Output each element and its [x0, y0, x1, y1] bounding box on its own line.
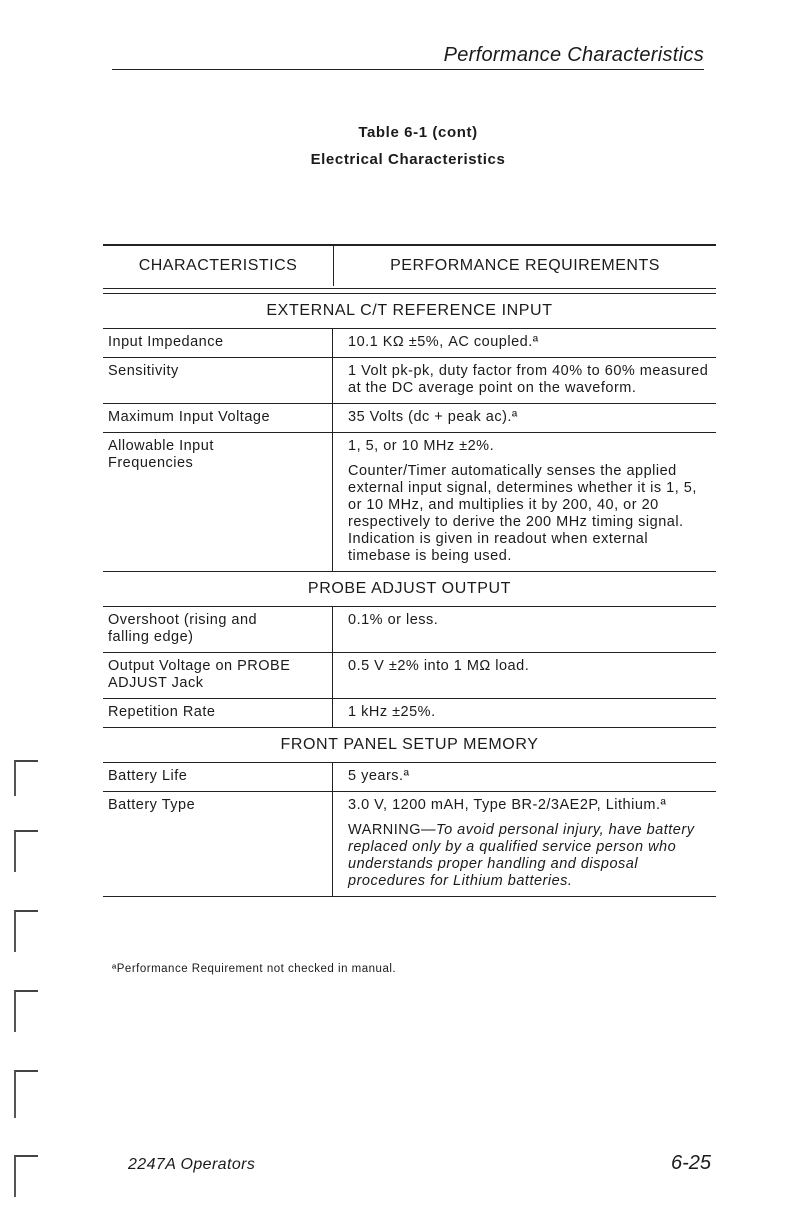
table-row [103, 653, 716, 699]
requirement-cell: 1 Volt pk-pk, duty factor from 40% to 60% measured at the DC average point on the waveform. [348, 363, 709, 396]
requirement-cell: 0.1% or less. [348, 612, 439, 628]
binding-mark [14, 1070, 38, 1118]
table-title: Table 6-1 (cont) [358, 124, 478, 141]
requirement-cell: 35 Volts (dc + peak ac).ª [348, 409, 518, 425]
table-row [103, 607, 716, 653]
requirement-cell: 1 kHz ±25%. [348, 704, 436, 720]
characteristic-cell: Output Voltage on PROBE ADJUST Jack [103, 653, 333, 698]
characteristic-cell: Overshoot (rising and falling edge) [103, 607, 333, 652]
binding-mark [14, 910, 38, 952]
warning-note [348, 822, 710, 890]
page-number: 6-25 [670, 1152, 711, 1174]
table-row [103, 792, 716, 897]
characteristic-cell: Battery Type [103, 792, 333, 896]
binding-mark [14, 1155, 38, 1197]
requirement-cell: 5 years.ª [348, 768, 410, 784]
characteristic-cell: Battery Life [103, 763, 333, 791]
characteristic-cell: Input Impedance [103, 329, 333, 357]
table-subtitle: Electrical Characteristics [310, 151, 506, 168]
warning-text: —To avoid personal injury, have battery replaced only by a qualified service person who understands proper handling and disposal procedures for Lithium batteries. [348, 822, 695, 889]
binding-mark [14, 830, 38, 872]
binding-mark [14, 990, 38, 1032]
column-header-characteristics: CHARACTERISTICS [103, 246, 334, 286]
requirement-cell: 0.5 V ±2% into 1 MΩ load. [348, 658, 530, 674]
header-rule [112, 69, 704, 70]
characteristic-cell: Allowable Input Frequencies [103, 433, 333, 571]
requirement-cell: 3.0 V, 1200 mAH, Type BR-2/3AE2P, Lithium.ª WARNING—To avoid personal injury, have battery replaced only by a qualified service person who understands proper handling and disposal procedures for Lithium batteries. [333, 792, 716, 896]
warning-label: WARNING [348, 822, 422, 838]
footer-manual-title: 2247A Operators [128, 1156, 256, 1173]
footnote: ªPerformance Requirement not checked in manual. [112, 963, 397, 975]
table-row [103, 329, 716, 358]
characteristic-cell: Maximum Input Voltage [103, 404, 333, 432]
table-row [103, 404, 716, 433]
electrical-characteristics-table [103, 244, 716, 897]
characteristic-cell: Repetition Rate [103, 699, 333, 727]
table-row [103, 433, 716, 572]
column-header-performance-requirements: PERFORMANCE REQUIREMENTS [390, 257, 660, 274]
table-row [103, 763, 716, 792]
section-title: FRONT PANEL SETUP MEMORY [103, 728, 716, 763]
running-head: Performance Characteristics [443, 44, 704, 66]
table-row [103, 358, 716, 404]
section-title: EXTERNAL C/T REFERENCE INPUT [103, 294, 716, 329]
table-header [103, 244, 716, 286]
requirement-cell: 10.1 KΩ ±5%, AC coupled.ª [348, 334, 539, 350]
section-title: PROBE ADJUST OUTPUT [103, 572, 716, 607]
characteristic-cell: Sensitivity [103, 358, 333, 403]
table-row [103, 699, 716, 728]
requirement-cell: 1, 5, or 10 MHz ±2%. Counter/Timer automatically senses the applied external input signal, determines whether it is 1, 5, or 10 MHz, and multiplies it by 200, 40, or 20 respectively to derive the 200 MHz timing signal. Indication is given in readout when external timebase is being used. [348, 438, 697, 564]
binding-mark [14, 760, 38, 796]
